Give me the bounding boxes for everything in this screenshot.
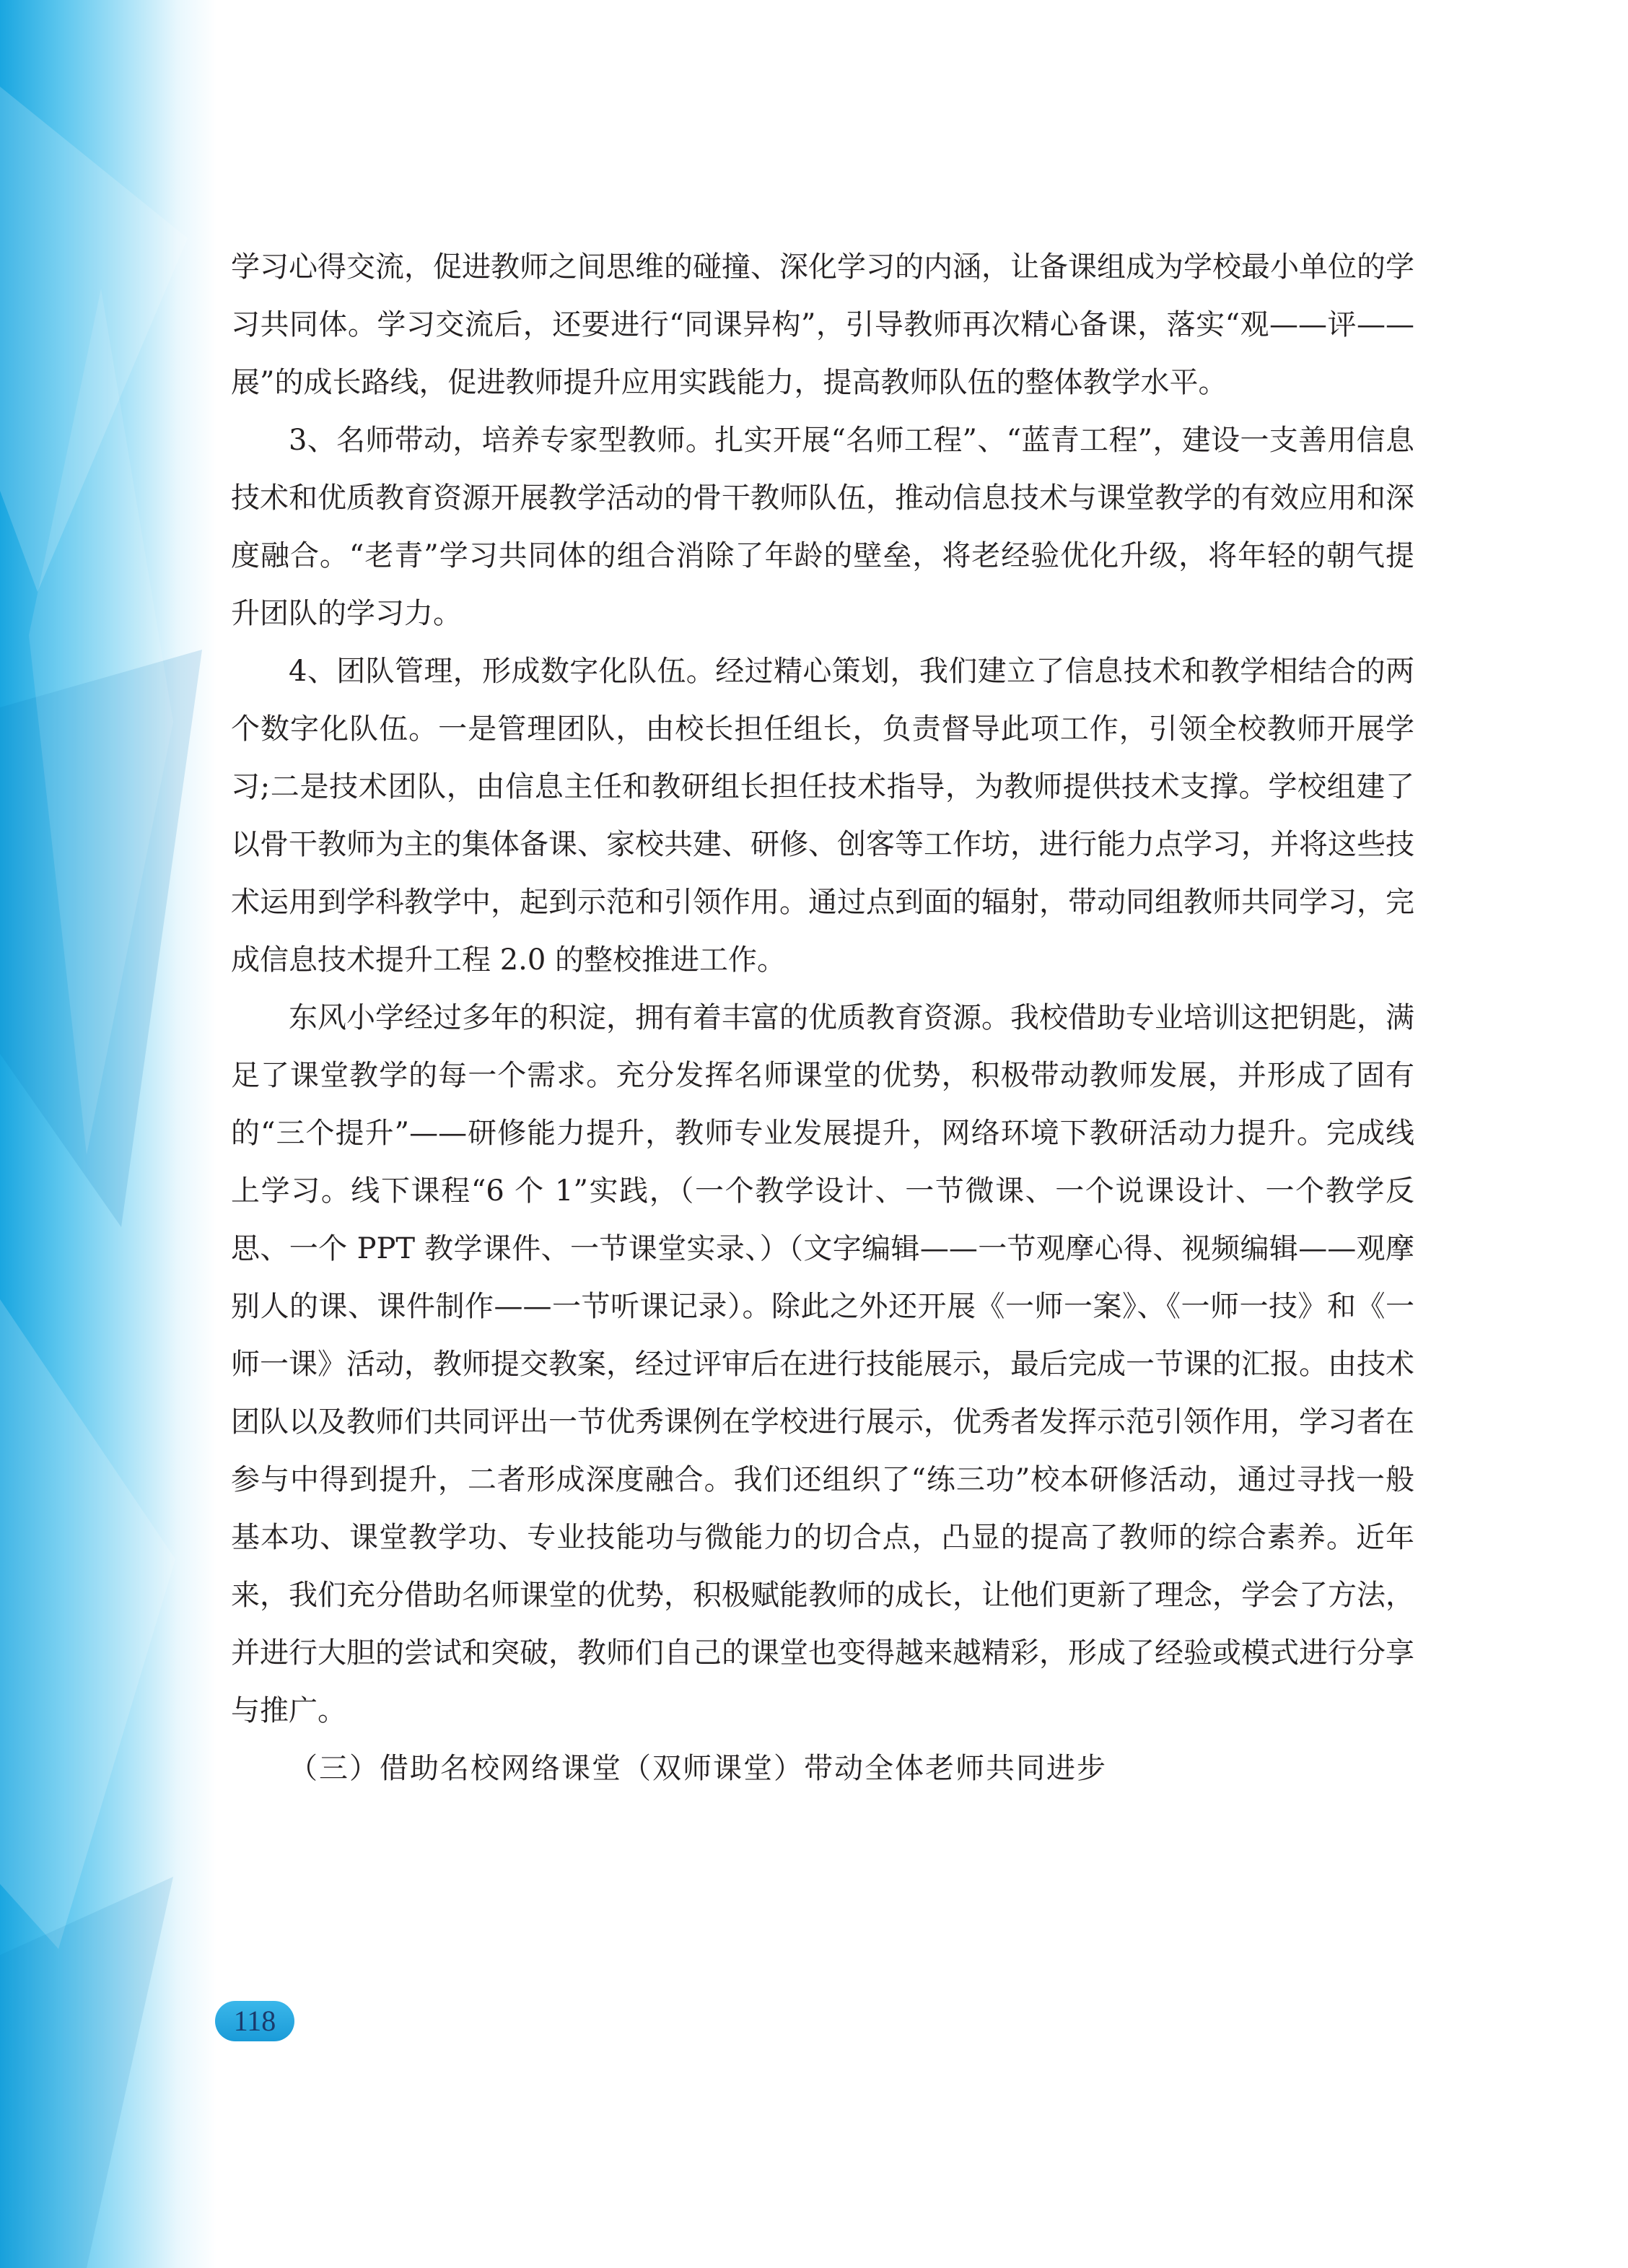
paragraph-dongfeng-school: 东风小学经过多年的积淀，拥有着丰富的优质教育资源。我校借助专业培训这把钥匙，满足了课堂教学的每一个需求。充分发挥名师课堂的优势，积极带动教师发展，并形成了固有的“三个提升”——研修能力提升，教师专业发展提升，网络环境下教研活动力提升。完成线上学习。线下课程“6 个 1”实践，（一个教学设计、一节微课、一个说课设计、一个教学反思、一个 PPT 教学课件、一节课堂实录、）（文字编辑——一节观摩心得、视频编辑——观摩别人的课、课件制作——一节听课记录）。除此之外还开展《一师一案》、《一师一技》和《一师一课》活动，教师提交教案，经过评审后在进行技能展示，最后完成一节课的汇报。由技术团队以及教师们共同评出一节优秀课例在学校进行展示，优秀者发挥示范引领作用，学习者在参与中得到提升，二者形成深度融合。我们还组织了“练三功”校本研修活动，通过寻找一般基本功、课堂教学功、专业技能功与微能力的切合点，凸显的提高了教师的综合素养。近年来，我们充分借助名师课堂的优势，积极赋能教师的成长，让他们更新了理念，学会了方法，并进行大胆的尝试和突破，教师们自己的课堂也变得越来越精彩，形成了经验或模式进行分享与推广。 — [231, 1001, 1414, 1727]
paragraph-team-management: 4、团队管理，形成数字化队伍。经过精心策划，我们建立了信息技术和教学相结合的两个数字化队伍。一是管理团队，由校长担任组长，负责督导此项工作，引领全校教师开展学习;二是技术团队，由信息主任和教研组长担任技术指导，为教师提供技术支撑。学校组建了以骨干教师为主的集体备课、家校共建、研修、创客等工作坊，进行能力点学习，并将这些技术运用到学科教学中，起到示范和引领作用。通过点到面的辐射，带动同组教师共同学习，完成信息技术提升工程 2.0 的整校推进工作。 — [231, 655, 1414, 977]
page-number-badge: 118 — [215, 2001, 294, 2041]
decorative-side-band — [0, 0, 216, 2268]
body-text — [231, 238, 1414, 1797]
paragraph-famous-teacher: 3、名师带动，培养专家型教师。扎实开展“名师工程”、“蓝青工程”，建设一支善用信息技术和优质教育资源开展教学活动的骨干教师队伍，推动信息技术与课堂教学的有效应用和深度融合。“老青”学习共同体的组合消除了年龄的壁垒，将老经验优化升级，将年轻的朝气提升团队的学习力。 — [231, 424, 1414, 630]
paragraph-continuation: 学习心得交流，促进教师之间思维的碰撞、深化学习的内涵，让备课组成为学校最小单位的学习共同体。学习交流后，还要进行“同课异构”，引导教师再次精心备课，落实“观——评——展”的成长路线，促进教师提升应用实践能力，提高教师队伍的整体教学水平。 — [231, 250, 1414, 399]
band-facet — [0, 1877, 173, 2268]
band-facet — [0, 1299, 195, 1949]
section-heading: （三）借助名校网络课堂（双师课堂）带动全体老师共同进步 — [289, 1752, 1107, 1785]
